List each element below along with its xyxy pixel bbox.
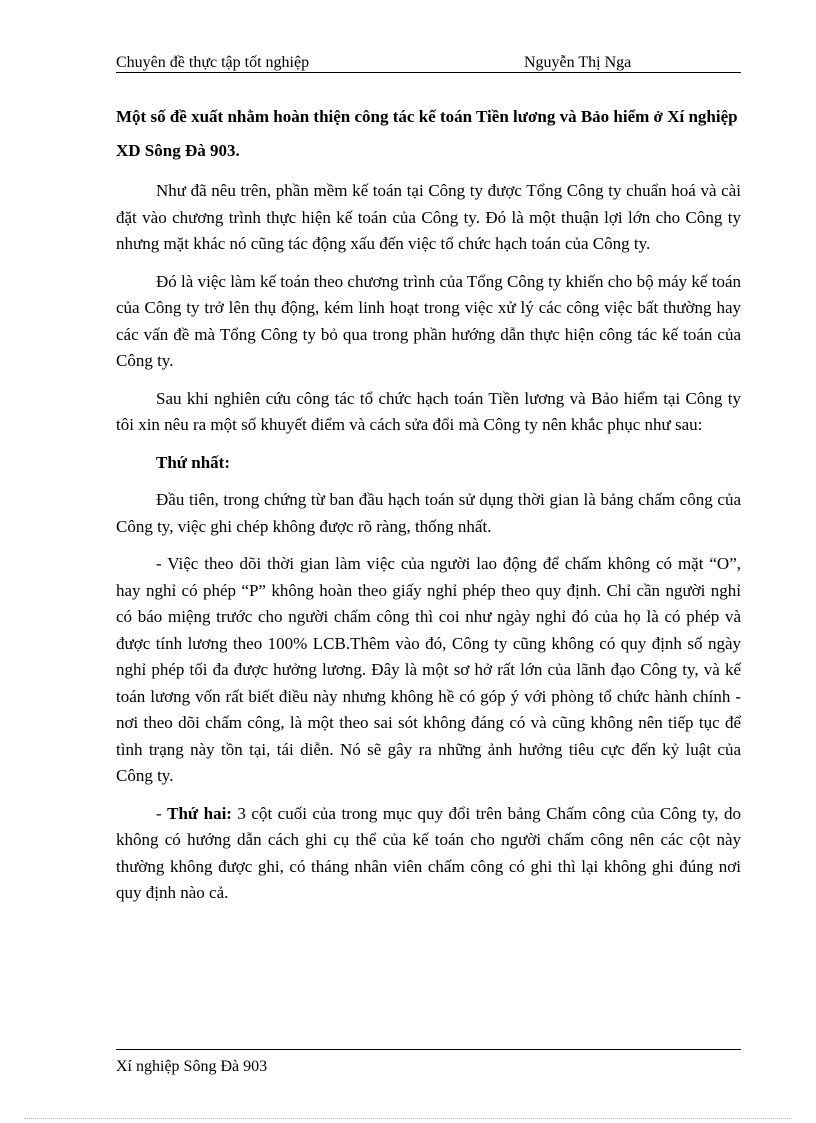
page-footer: Xí nghiệp Sông Đà 903 xyxy=(116,1049,741,1076)
paragraph-passive-accounting: Đó là việc làm kế toán theo chương trình của Tổng Công ty khiến cho bộ máy kế toán của Công ty trở lên thụ động, kém linh hoạt trong việc xử lý các công việc bất thường hay các vấn đề mà Tổng Công ty bỏ qua trong phần hướng dẫn thực hiện công tác kế toán của Công ty. xyxy=(116,271,741,370)
second-issue-label: Thứ hai: xyxy=(167,803,232,823)
paragraph-intro-shortcomings: Sau khi nghiên cứu công tác tổ chức hạch toán Tiền lương và Bảo hiểm tại Công ty tôi xin nêu ra một số khuyết điểm và cách sửa đổi mà Công ty nên khắc phục như sau: xyxy=(116,388,741,434)
body-text xyxy=(116,178,741,918)
paragraph-software-standardization: Như đã nêu trên, phần mềm kế toán tại Công ty được Tổng Công ty chuẩn hoá và cài đặt vào chương trình thực hiện kế toán của Công ty. Đó là một thuận lợi lớn cho Công ty nhưng mặt khác nó cũng tác động xấu đến việc tổ chức hạch toán của Công ty. xyxy=(116,181,741,253)
header-author: Nguyễn Thị Nga xyxy=(524,54,632,71)
header-document-type: Chuyên đề thực tập tốt nghiệp xyxy=(116,54,310,71)
second-issue-text: 3 cột cuối của trong mục quy đổi trên bảng Chấm công của Công ty, do không có hướng dẫn cách ghi cụ thể của kế toán cho người chấm công nên các cột này thường không được ghi, có tháng nhân viên chấm công có ghi thì lại không ghi đúng nơi quy định nào cả. xyxy=(116,803,741,902)
paragraph-second-issue xyxy=(116,801,741,907)
paragraph-leave-tracking: - Việc theo dõi thời gian làm việc của người lao động để chấm không có mặt “O”, hay nghỉ có phép “P” không hoàn theo giấy nghỉ phép theo quy định. Chỉ cần người nghỉ có báo miệng trước cho người chấm công thì coi như ngày nghỉ đó của họ là có phép và được tính lương theo 100% LCB.Thêm vào đó, Công ty cũng không có quy định số ngày nghỉ phép tối đa được hưởng lương. Đây là một sơ hở rất lớn của lãnh đạo Công ty, và kế toán lương vốn rất biết điều này nhưng không hề có góp ý với phòng tổ chức hành chính - nơi theo dõi chấm công, là một theo sai sót không đáng có và cũng không nên tiếp tục để tình trạng này tồn tại, tái diễn. Nó sẽ gây ra những ảnh hưởng tiêu cực đến kỷ luật của Công ty. xyxy=(116,554,741,785)
page-header xyxy=(116,52,741,73)
page-bottom-divider xyxy=(24,1118,792,1119)
paragraph-timesheet: Đầu tiên, trong chứng từ ban đầu hạch toán sử dụng thời gian là bảng chấm công của Công ty, việc ghi chép không được rõ ràng, thống nhất. xyxy=(116,490,741,536)
second-issue-prefix: - xyxy=(156,803,168,823)
section-title: Một số đề xuất nhằm hoàn thiện công tác kế toán Tiền lương và Bảo hiểm ở Xí nghiệp XD Sông Đà 903. xyxy=(116,107,738,160)
subheading-first: Thứ nhất: xyxy=(156,452,230,472)
